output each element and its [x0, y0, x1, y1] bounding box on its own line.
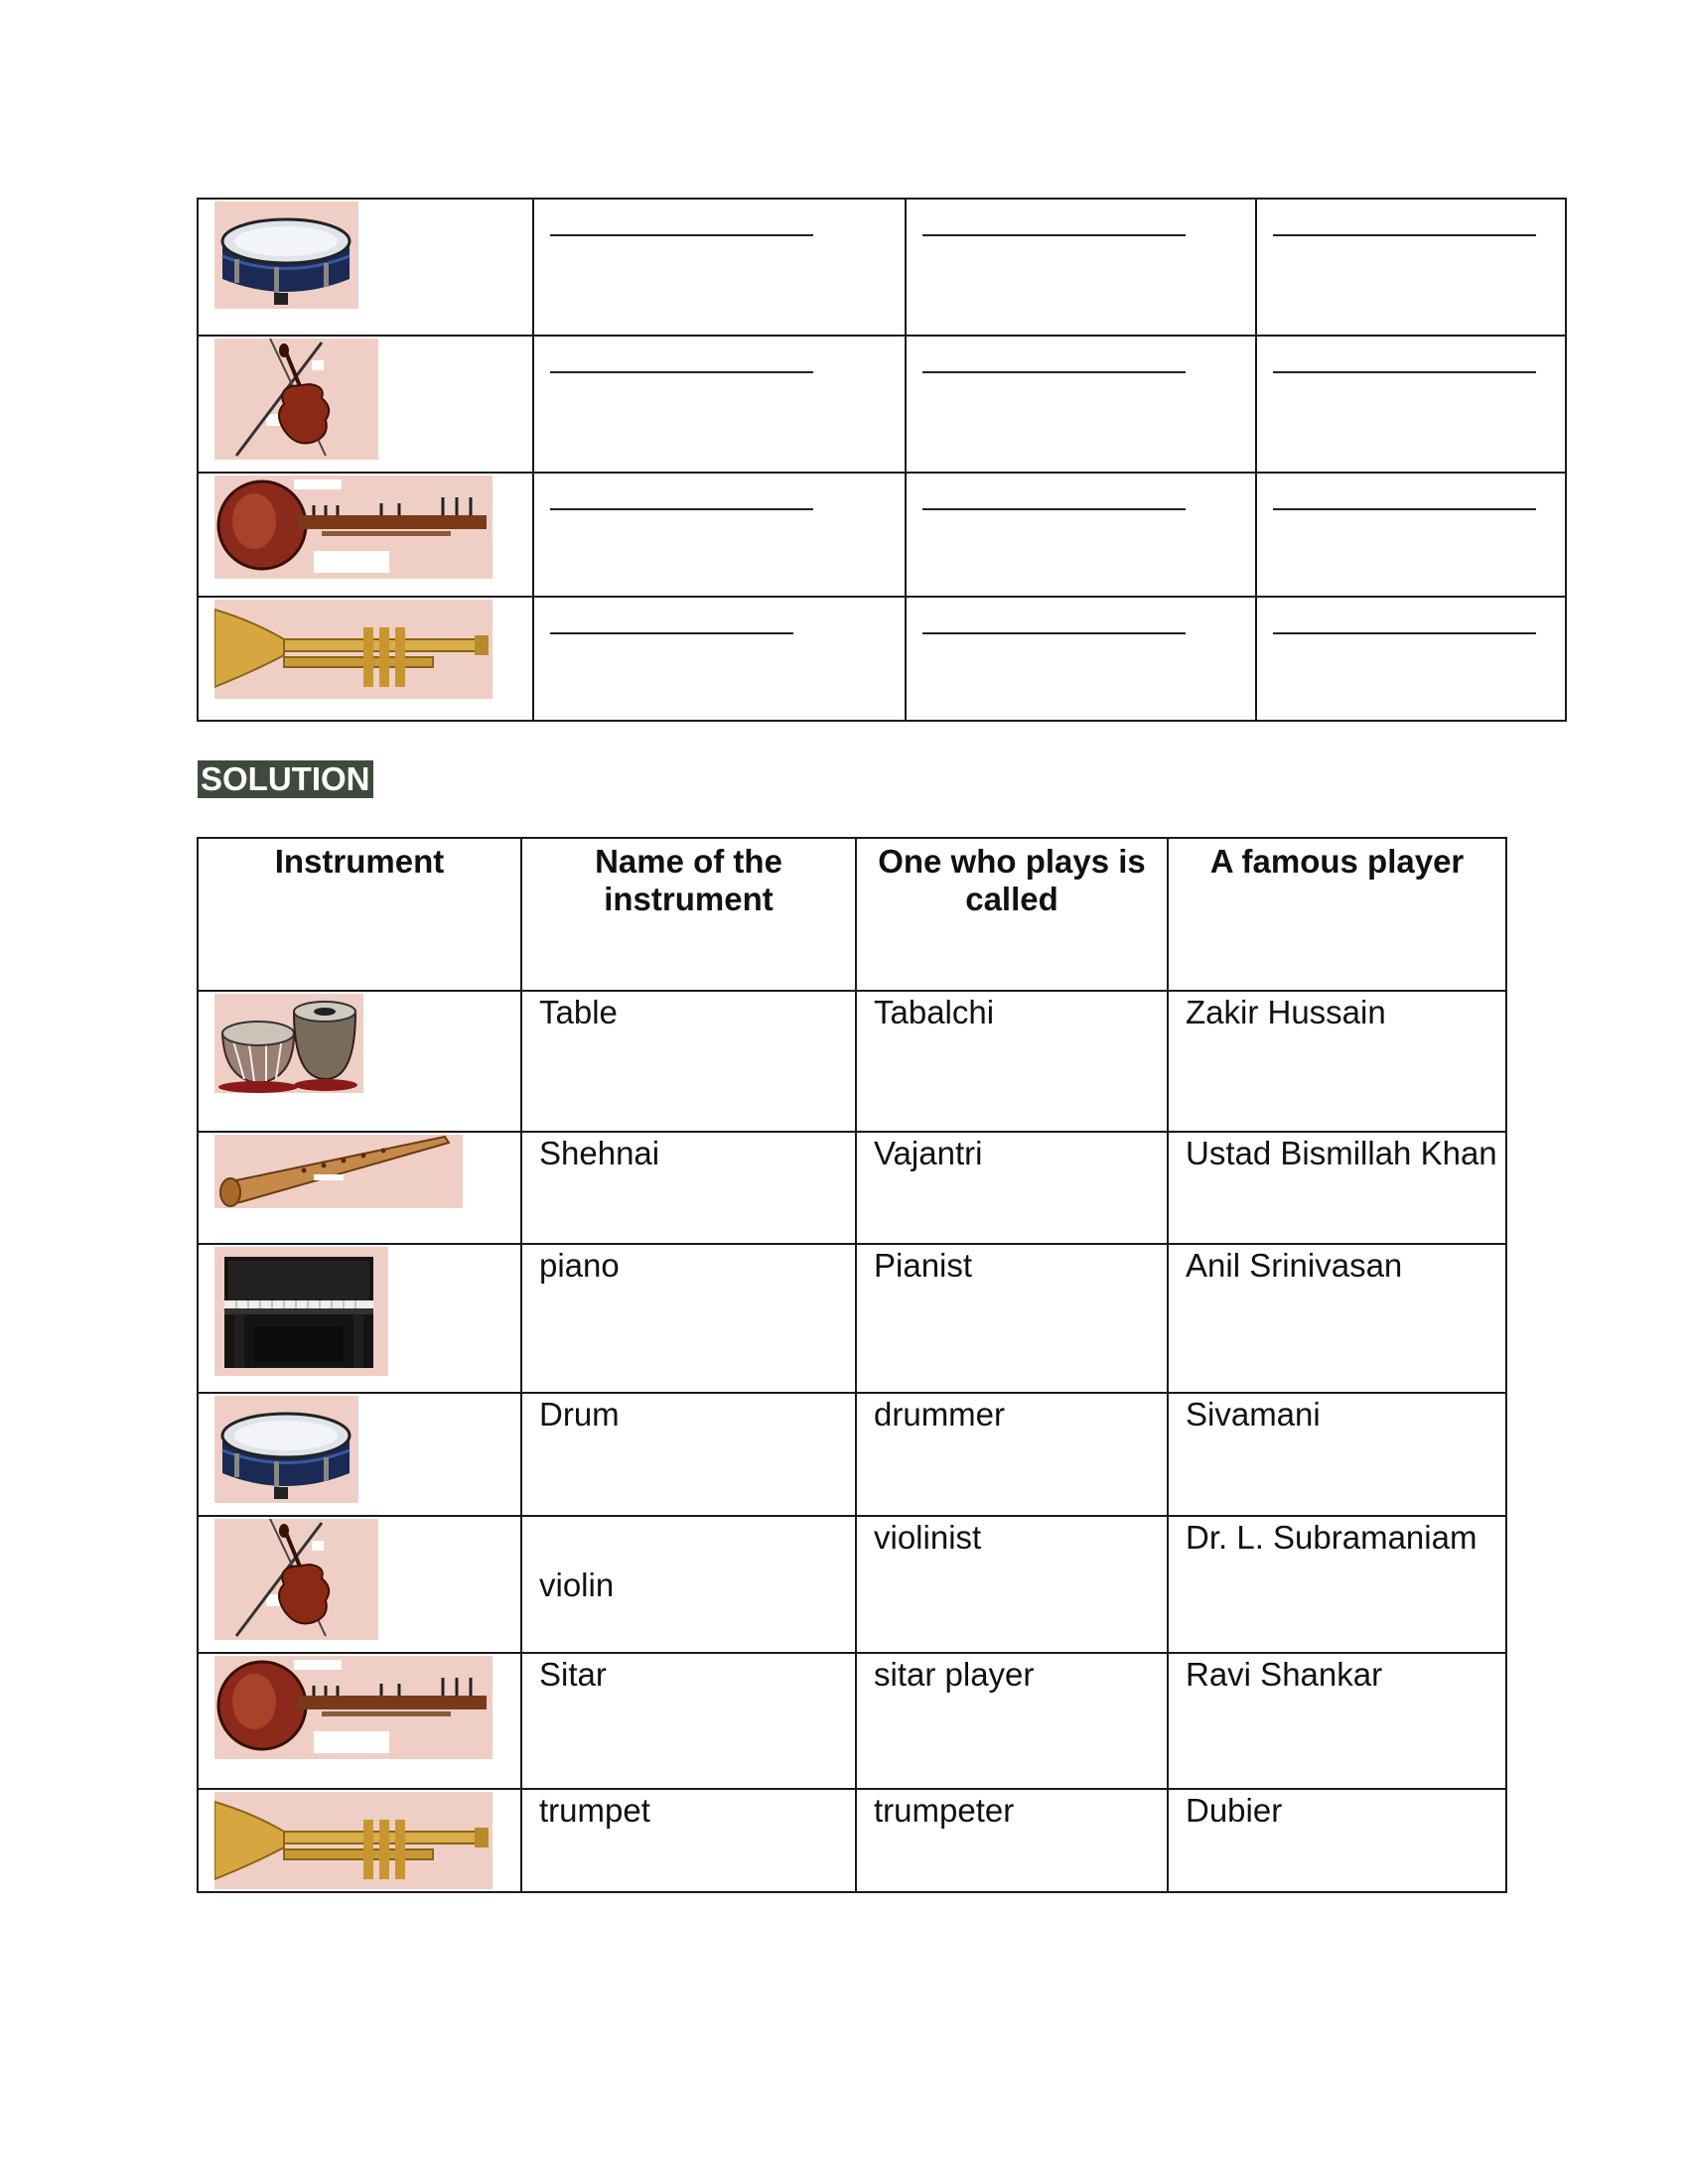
table-row [198, 1244, 1506, 1393]
famous-player-cell: Dubier [1168, 1789, 1506, 1892]
player-title-cell: drummer [856, 1393, 1168, 1516]
instrument-image-cell [198, 199, 533, 336]
famous-player-cell: Anil Srinivasan [1168, 1244, 1506, 1393]
table-row [198, 199, 1566, 336]
answer-line [550, 371, 813, 373]
header-row [198, 838, 1506, 991]
name-cell: piano [521, 1244, 856, 1393]
famous-answer-cell[interactable] [1256, 473, 1566, 597]
table-row [198, 336, 1566, 473]
instrument-image-cell [198, 1244, 521, 1393]
famous-player-cell: Sivamani [1168, 1393, 1506, 1516]
player-title-cell: Pianist [856, 1244, 1168, 1393]
answer-line [550, 508, 813, 510]
name-cell: trumpet [521, 1789, 856, 1892]
table-row [198, 473, 1566, 597]
famous-answer-cell[interactable] [1256, 199, 1566, 336]
player-answer-cell[interactable] [906, 473, 1256, 597]
player-answer-cell[interactable] [906, 336, 1256, 473]
answer-line [1273, 234, 1536, 236]
instrument-image-cell [198, 1653, 521, 1789]
famous-answer-cell[interactable] [1256, 336, 1566, 473]
famous-player-cell: Ravi Shankar [1168, 1653, 1506, 1789]
answer-line [1273, 632, 1536, 634]
answer-line [550, 632, 793, 634]
table-row [198, 1132, 1506, 1244]
name-cell: violin [521, 1516, 856, 1653]
piano-icon [214, 1247, 388, 1376]
table-row [198, 1516, 1506, 1653]
column-header-instrument: Instrument [198, 838, 521, 991]
name-cell: Table [521, 991, 856, 1132]
column-header-name: Name of the instrument [521, 838, 856, 991]
answer-line [550, 234, 813, 236]
player-title-cell: trumpeter [856, 1789, 1168, 1892]
name-answer-cell[interactable] [533, 336, 906, 473]
name-cell: Sitar [521, 1653, 856, 1789]
violin-icon [214, 339, 378, 460]
instrument-image-cell [198, 1789, 521, 1892]
name-cell: Drum [521, 1393, 856, 1516]
drum-icon [214, 202, 358, 309]
trumpet-icon [214, 1792, 492, 1889]
answer-line [922, 632, 1186, 634]
player-title-cell: Vajantri [856, 1132, 1168, 1244]
sitar-icon [214, 476, 492, 579]
name-cell: Shehnai [521, 1132, 856, 1244]
famous-player-cell: Zakir Hussain [1168, 991, 1506, 1132]
player-answer-cell[interactable] [906, 199, 1256, 336]
name-answer-cell[interactable] [533, 473, 906, 597]
column-header-famous-player: A famous player [1168, 838, 1506, 991]
instrument-image-cell [198, 1132, 521, 1244]
player-answer-cell[interactable] [906, 597, 1256, 721]
instrument-image-cell [198, 1516, 521, 1653]
violin-icon [214, 1519, 378, 1640]
instrument-image-cell [198, 336, 533, 473]
column-header-player-title: One who plays is called [856, 838, 1168, 991]
table-row [198, 597, 1566, 721]
answer-line [922, 234, 1186, 236]
instrument-image-cell [198, 1393, 521, 1516]
solution-table [197, 837, 1507, 1893]
tabla-icon [214, 994, 363, 1093]
trumpet-icon [214, 600, 492, 699]
solution-heading: SOLUTION [198, 760, 373, 798]
table-row [198, 1393, 1506, 1516]
name-answer-cell[interactable] [533, 199, 906, 336]
famous-answer-cell[interactable] [1256, 597, 1566, 721]
famous-player-cell: Dr. L. Subramaniam [1168, 1516, 1506, 1653]
instrument-image-cell [198, 991, 521, 1132]
famous-player-cell: Ustad Bismillah Khan [1168, 1132, 1506, 1244]
instrument-image-cell [198, 597, 533, 721]
shehnai-icon [214, 1135, 463, 1208]
instrument-image-cell [198, 473, 533, 597]
player-title-cell: Tabalchi [856, 991, 1168, 1132]
worksheet-table [197, 198, 1567, 722]
answer-line [922, 371, 1186, 373]
player-title-cell: sitar player [856, 1653, 1168, 1789]
player-title-cell: violinist [856, 1516, 1168, 1653]
table-row [198, 991, 1506, 1132]
table-row [198, 1653, 1506, 1789]
answer-line [1273, 508, 1536, 510]
name-answer-cell[interactable] [533, 597, 906, 721]
sitar-icon [214, 1656, 492, 1759]
table-row [198, 1789, 1506, 1892]
drum-icon [214, 1396, 358, 1503]
answer-line [922, 508, 1186, 510]
answer-line [1273, 371, 1536, 373]
